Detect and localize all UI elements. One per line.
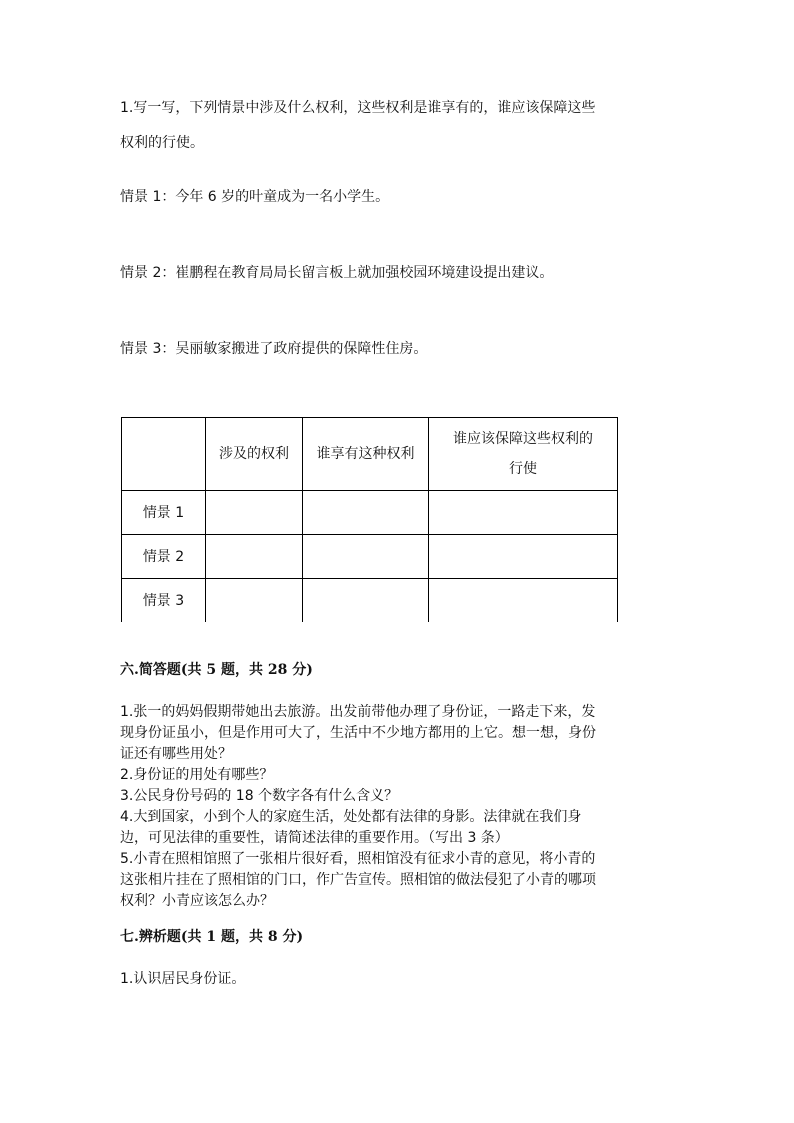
table-cell-blank[interactable] [206,579,303,623]
table-cell-blank[interactable] [303,579,429,623]
table-cell-blank[interactable] [303,491,429,535]
table-cell-blank[interactable] [429,535,618,579]
table-row [122,579,618,623]
short-answer-questions [120,702,680,912]
scenario-2: 情景 2：崔鹏程在教育局局长留言板上就加强校园环境建设提出建议。 [120,265,554,281]
section-7-question-1: 1.认识居民身份证。 [120,971,246,987]
table-header-guarantor [429,418,618,491]
question-1-line-1: 1.写一写，下列情景中涉及什么权利，这些权利是谁享有的，谁应该保障这些 [120,100,596,116]
short-answer-line: 这张相片挂在了照相馆的门口，作广告宣传。照相馆的做法侵犯了小青的哪项 [120,872,596,888]
table-header-row [122,418,618,491]
question-1-line-2: 权利的行使。 [120,135,204,151]
table-header-guarantor-line-2: 行使 [509,461,537,477]
short-answer-line: 权利？小青应该怎么办？ [120,893,274,909]
short-answer-line: 现身份证虽小，但是作用可大了，生活中不少地方都用的上它。想一想，身份 [120,725,596,741]
table-cell-blank[interactable] [303,535,429,579]
short-answer-line: 1.张一的妈妈假期带她出去旅游。出发前带他办理了身份证，一路走下来，发 [120,704,596,720]
short-answer-line: 5.小青在照相馆照了一张相片很好看，照相馆没有征求小青的意见，将小青的 [120,851,596,867]
table-row [122,535,618,579]
section-6-title: 六.简答题(共 5 题，共 28 分) [120,662,313,678]
table-cell-blank[interactable] [429,491,618,535]
table-cell-blank[interactable] [429,579,618,623]
table-row-label: 情景 2 [122,535,206,579]
scenario-1: 情景 1：今年 6 岁的叶童成为一名小学生。 [120,189,390,205]
table-cell-blank[interactable] [206,491,303,535]
table-cell-blank[interactable] [206,535,303,579]
answer-table [121,417,618,622]
table-row-label: 情景 3 [122,579,206,623]
section-7-title: 七.辨析题(共 1 题，共 8 分) [120,929,304,945]
table-header-holder: 谁享有这种权利 [303,418,429,491]
table-header-guarantor-line-1: 谁应该保障这些权利的 [453,431,593,447]
table-header-empty [122,418,206,491]
table-row-label: 情景 1 [122,491,206,535]
table-header-rights: 涉及的权利 [206,418,303,491]
short-answer-line: 2.身份证的用处有哪些？ [120,767,274,783]
short-answer-line: 3.公民身份号码的 18 个数字各有什么含义？ [120,788,399,804]
short-answer-line: 4.大到国家，小到个人的家庭生活，处处都有法律的身影。法律就在我们身 [120,809,582,825]
short-answer-line: 证还有哪些用处？ [120,746,232,762]
table-row [122,491,618,535]
short-answer-line: 边，可见法律的重要性，请简述法律的重要作用。（写出 3 条） [120,830,509,846]
scenario-3: 情景 3：吴丽敏家搬进了政府提供的保障性住房。 [120,341,428,357]
